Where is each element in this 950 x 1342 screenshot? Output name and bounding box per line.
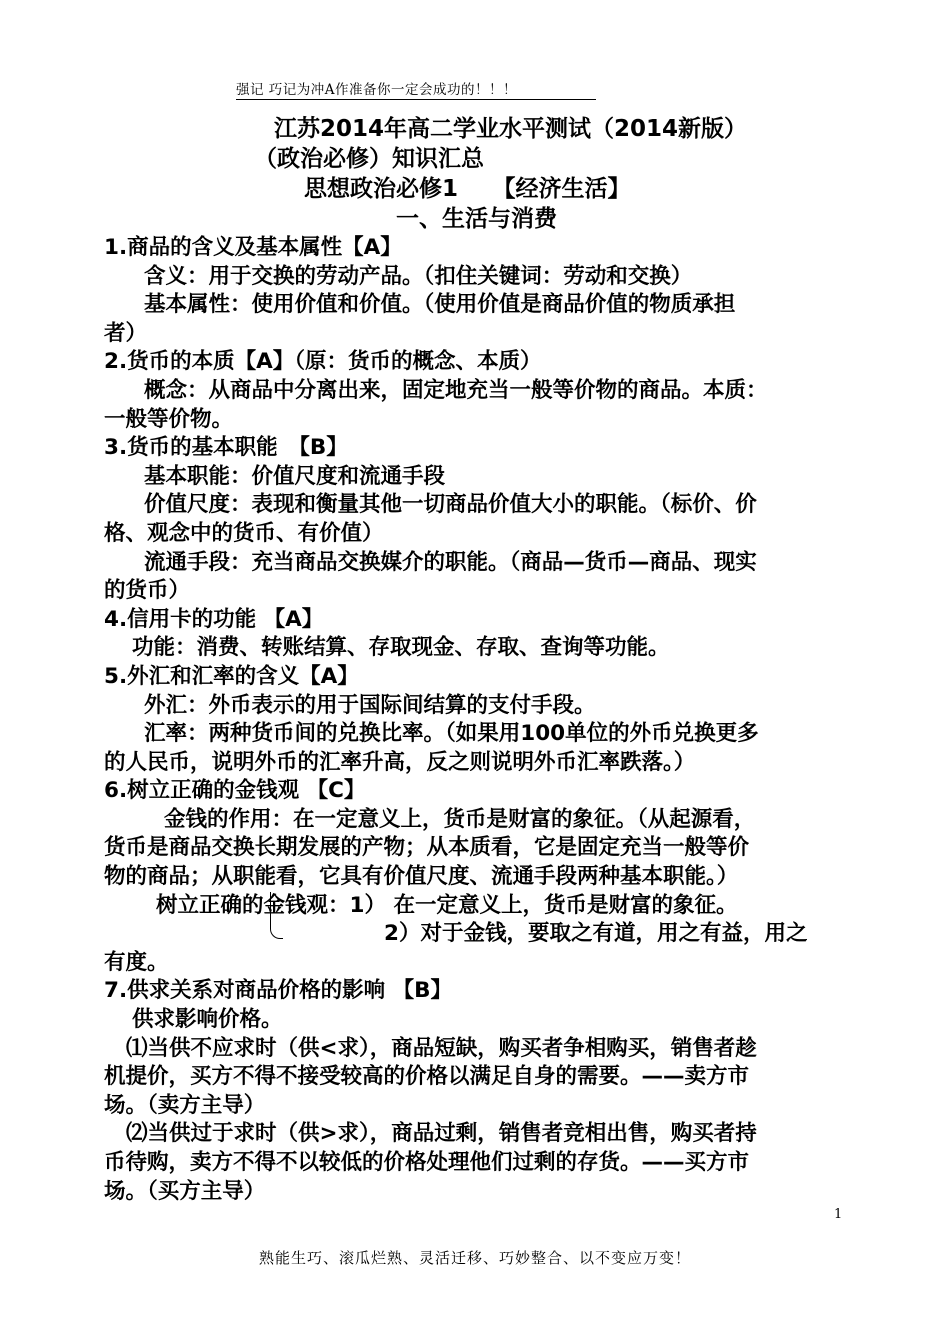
text-line: 者） bbox=[104, 320, 148, 346]
text-line: ⑵当供过于求时（供>求），商品过剩，销售者竞相出售，购买者持 bbox=[126, 1121, 757, 1147]
text-line: 的货币） bbox=[104, 578, 191, 604]
page-header-slogan: 强记 巧记为冲A作准备你一定会成功的！！！ bbox=[236, 78, 596, 100]
topic-heading: 4.信用卡的功能 【A】 bbox=[104, 606, 324, 632]
topic-heading: 6.树立正确的金钱观 【C】 bbox=[104, 778, 366, 804]
doc-title-line3: 思想政治必修1 【经济生活】 bbox=[304, 176, 631, 202]
text-line: 树立正确的金钱观：1） 在一定意义上，货币是财富的象征。 bbox=[156, 892, 738, 918]
text-line: 价值尺度：表现和衡量其他一切商品价值大小的职能。（标价、价 bbox=[144, 492, 757, 518]
brace-mark bbox=[270, 892, 283, 939]
text-line: 物的商品；从职能看，它具有价值尺度、流通手段两种基本职能。） bbox=[104, 864, 739, 890]
text-line: 基本属性：使用价值和价值。（使用价值是商品价值的物质承担 bbox=[144, 292, 736, 318]
document-body bbox=[104, 114, 856, 1206]
text-line: 有度。 bbox=[104, 949, 169, 975]
text-line: 币待购，卖方不得不以较低的价格处理他们过剩的存货。——买方市 bbox=[104, 1150, 750, 1175]
text-line: 基本职能：价值尺度和流通手段 bbox=[144, 463, 446, 489]
doc-title-line2: （政治必修）知识汇总 bbox=[254, 146, 484, 172]
page-footer-slogan: 熟能生巧、滚瓜烂熟、灵活迁移、巧妙整合、以不变应万变！ bbox=[258, 1249, 691, 1267]
page-number: 1 bbox=[834, 1207, 843, 1222]
text-line: ⑴当供不应求时（供<求），商品短缺，购买者争相购买，销售者趁 bbox=[126, 1035, 757, 1061]
section-heading: 一、生活与消费 bbox=[396, 206, 557, 232]
text-line: 货币是商品交换长期发展的产物；从本质看，它是固定充当一般等价 bbox=[104, 835, 750, 861]
text-line: 场。（买方主导） bbox=[104, 1178, 266, 1204]
doc-title-line1: 江苏2014年高二学业水平测试（2014新版） bbox=[274, 116, 748, 142]
text-line: 含义：用于交换的劳动产品。（扣住关键词：劳动和交换） bbox=[144, 263, 693, 289]
text-line: 2）对于金钱，要取之有道，用之有益，用之 bbox=[384, 921, 808, 947]
text-line: 机提价，买方不得不接受较高的价格以满足自身的需要。——卖方市 bbox=[104, 1064, 750, 1090]
text-line: 供求影响价格。 bbox=[132, 1007, 283, 1033]
topic-heading: 3.货币的基本职能 【B】 bbox=[104, 435, 348, 461]
topic-heading: 1.商品的含义及基本属性【A】 bbox=[104, 235, 402, 260]
text-line: 汇率：两种货币间的兑换比率。（如果用100单位的外币兑换更多 bbox=[144, 721, 759, 747]
text-line: 流通手段：充当商品交换媒介的职能。（商品—货币—商品、现实 bbox=[144, 549, 757, 575]
text-line: 场。（卖方主导） bbox=[104, 1092, 266, 1118]
topic-heading: 7.供求关系对商品价格的影响 【B】 bbox=[104, 978, 453, 1004]
text-line: 概念：从商品中分离出来，固定地充当一般等价物的商品。本质： bbox=[144, 377, 768, 403]
text-line: 功能：消费、转账结算、存取现金、存取、查询等功能。 bbox=[132, 635, 670, 661]
text-line: 格、观念中的货币、有价值） bbox=[104, 520, 384, 546]
text-line: 一般等价物。 bbox=[104, 406, 234, 432]
text-line: 的人民币，说明外币的汇率升高，反之则说明外币汇率跌落。） bbox=[104, 749, 696, 775]
text-line: 外汇：外币表示的用于国际间结算的支付手段。 bbox=[144, 692, 596, 718]
text-line: 金钱的作用：在一定意义上，货币是财富的象征。（从起源看， bbox=[164, 806, 756, 832]
topic-heading: 5.外汇和汇率的含义【A】 bbox=[104, 663, 359, 689]
topic-heading: 2.货币的本质【A】（原：货币的概念、本质） bbox=[104, 349, 542, 375]
